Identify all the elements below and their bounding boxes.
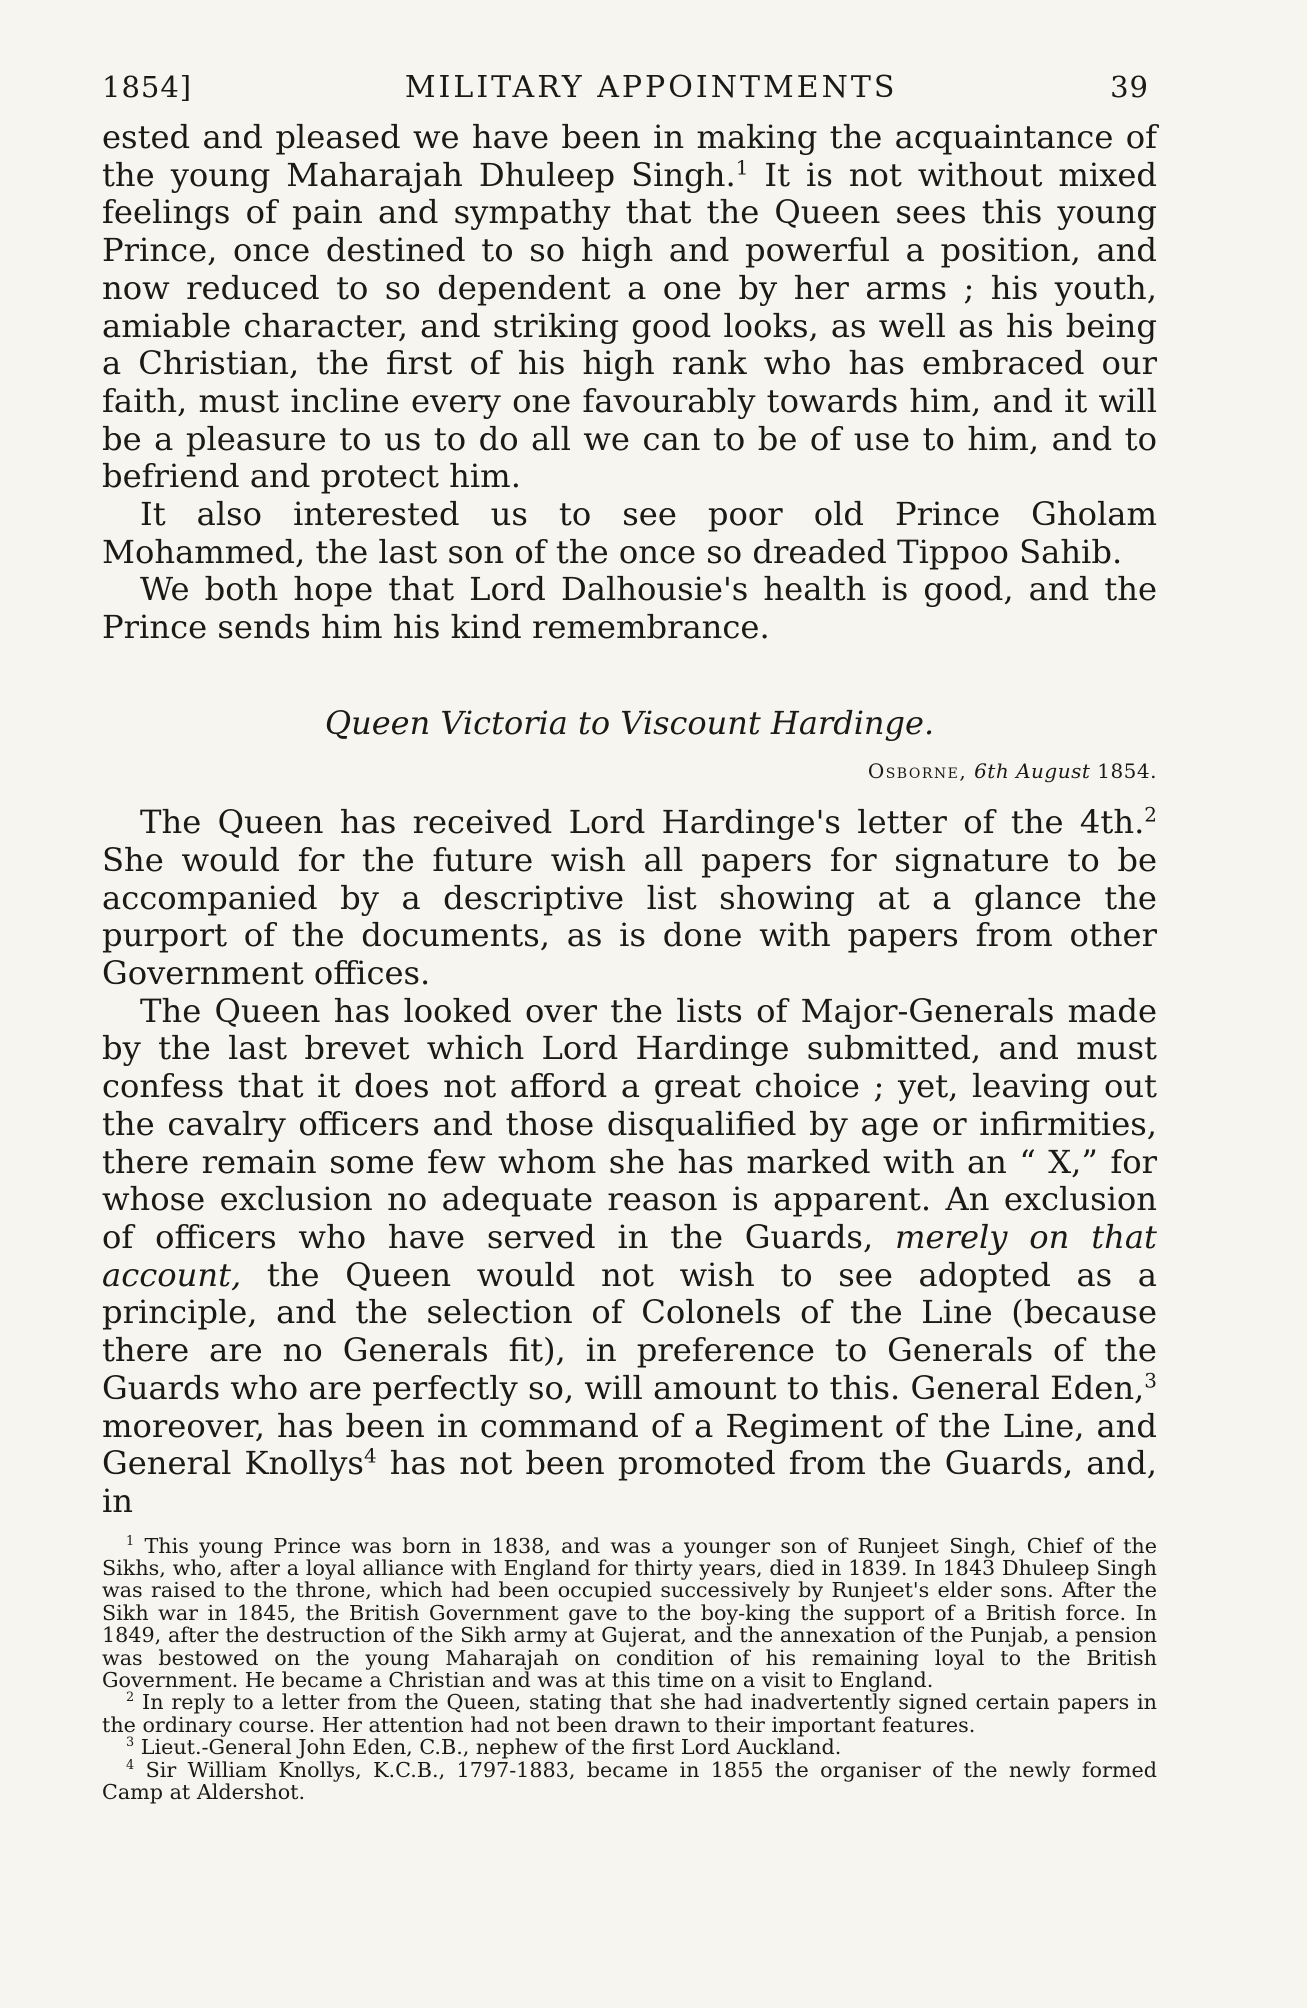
dateline-place: Osborne, xyxy=(867,758,968,783)
paragraph: We both hope that Lord Dalhousie's health is good, and the Prince sends him his kind remembrance. xyxy=(102,570,1157,647)
letter-dateline xyxy=(102,753,1157,791)
paragraph-text: has not been promoted from the Guards, and, in xyxy=(102,1444,1157,1520)
paragraph-text: It is not without mixed feelings of pain and sympathy that the Queen sees this young Prince, once destined to so high and powerful a position, and now reduced to so dependent a one by her arms ; his youth, amiable character, and striking good looks, as well as his being a Christian, the first of his high rank who has embraced our faith, must incline every one favourably towards him, and it will be a pleasure to us to do all we can to be of use to him, and to befriend and protect him. xyxy=(102,155,1158,496)
footnote-4 xyxy=(102,1759,1157,1804)
main-text xyxy=(102,119,1157,1521)
footnote-number: 4 xyxy=(126,1757,135,1773)
paragraph-text: ested and pleased we have been in making the acquaintance of the young Maharajah Dhuleep Singh. xyxy=(102,118,1157,194)
dateline-date: 6th August xyxy=(974,758,1091,783)
footnote-text: Sir William Knollys, K.C.B., 1797-1883, became in 1855 the organiser of the newly formed Camp at Aldershot. xyxy=(102,1757,1157,1805)
footnote-ref-4: 4 xyxy=(363,1443,377,1468)
header-title: MILITARY APPOINTMENTS xyxy=(404,70,898,105)
paragraph-text: the Queen would not wish to see adopted as a principle, and the selection of Colonels of the Line (because there are no Generals fit), in preference to Generals of the Guards who are perfectly so, will amount to this. General Eden, xyxy=(102,1255,1157,1407)
footnote-text: In reply to a letter from the Queen, stating that she had inadvertently signed certain papers in the ordinary course. Her attention had not been drawn to their important features. xyxy=(102,1690,1157,1737)
footnote-text: Lieut.-General John Eden, C.B., nephew of the first Lord Auckland. xyxy=(134,1735,842,1760)
letter-paragraph xyxy=(102,804,1157,993)
footnote-ref-2: 2 xyxy=(1144,802,1157,827)
footnote-3 xyxy=(102,1736,1157,1758)
footnote-text: This young Prince was born in 1838, and was a younger son of Runjeet Singh, Chief of the Sikhs, who, after a loyal alliance with England for thirty years, died in 1839. In 1843 Dhuleep Singh was raised to the throne, which had been occupied successively by Runjeet's elder sons. After the Sikh war in 1845, the British Government gave to the boy-king the support of a British force. In 1849, after the destruction of the Sikh army at Gujerat, and the annexation of the Punjab, a pension was bestowed on the young Maharajah on condition of his remaining loyal to the British Government. He became a Christian and was at this time on a visit to England. xyxy=(102,1533,1157,1693)
running-header xyxy=(102,70,1157,105)
footnotes xyxy=(102,1535,1157,1804)
emphasized-text: merely on that account, xyxy=(102,1217,1157,1294)
footnote-number: 2 xyxy=(126,1690,135,1706)
paragraph-text: The Queen has looked over the lists of Major-Generals made by the last brevet which Lord Hardinge submitted, and must confess that it does not afford a great choice ; yet, leaving out the cavalry officers and those disqualified by age or infirmities, there remain some few whom she has marked with an “ X,” for whose exclusion no adequate reason is apparent. An exclusion of officers who have served in the Guards, xyxy=(102,991,1157,1256)
paragraph: It also interested us to see poor old Prince Gholam Mohammed, the last son of the once so dreaded Tippoo Sahib. xyxy=(102,495,1157,571)
dateline-year: 1854. xyxy=(1090,758,1157,783)
footnote-1 xyxy=(102,1535,1157,1692)
footnote-number: 1 xyxy=(126,1533,135,1549)
footnote-number: 3 xyxy=(126,1735,135,1751)
footnote-2 xyxy=(102,1691,1157,1736)
paragraph-text: She would for the future wish all papers for signature to be accompanied by a descriptive list showing at a glance the purport of the documents, as is done with papers from other Government offices. xyxy=(102,840,1157,993)
footnote-ref-3: 3 xyxy=(1144,1368,1157,1393)
header-year: 1854] xyxy=(102,70,193,104)
page-number: 39 xyxy=(1110,70,1149,104)
paragraph-text: moreover, has been in command of a Regiment of the Line, and General Knollys xyxy=(102,1406,1157,1483)
paragraph-text: The Queen has received Lord Hardinge's letter of the 4th. xyxy=(140,803,1145,842)
letter-heading: Queen Victoria to Viscount Hardinge. xyxy=(324,703,935,742)
paragraph-continued xyxy=(102,119,1157,496)
letter-paragraph xyxy=(102,993,1157,1521)
footnote-ref-1: 1 xyxy=(735,154,749,179)
